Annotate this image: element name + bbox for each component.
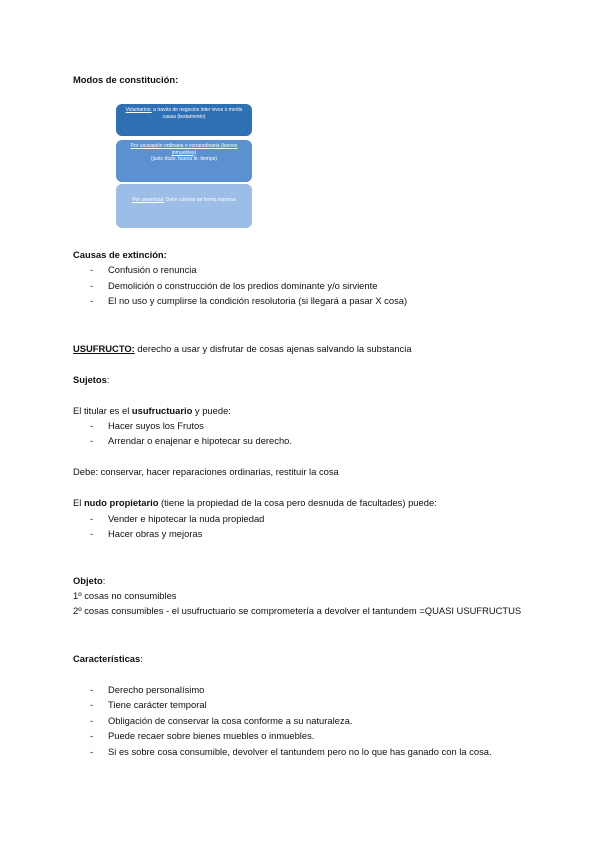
caracteristicas-title: Características xyxy=(73,653,141,664)
list-item: Hacer suyos los Frutos xyxy=(108,420,204,431)
diagram-box-text: a través de negocios inter vivos o mortis causa (testamento) xyxy=(153,107,243,120)
objeto-title: Objeto xyxy=(73,575,103,586)
list-item: Hacer obras y mejoras xyxy=(108,528,203,539)
sujetos-heading xyxy=(73,374,109,386)
list-item: Si es sobre cosa consumible, devolver el tantundem pero no lo que has ganado con la cosa. xyxy=(108,746,492,757)
nudo-bold: nudo propietario xyxy=(83,497,159,508)
usufructo-definition xyxy=(73,343,412,355)
heading-colon: : xyxy=(140,653,143,664)
usufructo-def-text: derecho a usar y disfrutar de cosas ajenas salvando la substancia xyxy=(134,343,412,354)
bullet-dash: - xyxy=(90,715,94,726)
bullet-dash: - xyxy=(90,420,94,431)
usufructo-term: USUFRUCTO: xyxy=(73,343,135,354)
titular-bold: usufructuario xyxy=(131,405,193,416)
diagram-box-usucapion xyxy=(116,140,252,182)
heading-colon: : xyxy=(106,374,110,385)
list-item: Derecho personalísimo xyxy=(108,684,205,695)
objeto-line-1: 1º cosas no consumibles xyxy=(73,590,177,601)
causas-heading: Causas de extinción: xyxy=(73,249,167,260)
nudo-line xyxy=(73,497,437,509)
diagram-box-heading: Por sentencia: xyxy=(132,197,165,203)
bullet-dash: - xyxy=(90,746,94,757)
list-item: Arrendar o enajenar e hipotecar su derecho. xyxy=(108,435,292,446)
bullet-dash: - xyxy=(90,435,94,446)
diagram-box-heading: Por usucapión ordinaria o extraordinaria (bienes inmuebles) xyxy=(130,143,238,156)
list-item: Vender e hipotecar la nuda propiedad xyxy=(108,513,265,524)
nudo-pre: El xyxy=(73,497,84,508)
modos-heading: Modos de constitución: xyxy=(73,74,179,85)
objeto-heading xyxy=(73,575,105,587)
list-item: Demolición o construcción de los predios dominante y/o sirviente xyxy=(108,280,378,291)
list-item: Obligación de conservar la cosa conforme a su naturaleza. xyxy=(108,715,353,726)
titular-post: y puede: xyxy=(192,405,231,416)
heading-colon: : xyxy=(102,575,106,586)
diagram-box-text: Debe constar de forma expresa xyxy=(165,197,236,203)
bullet-dash: - xyxy=(90,684,94,695)
bullet-dash: - xyxy=(90,264,94,275)
list-item: Tiene carácter temporal xyxy=(108,699,207,710)
bullet-dash: - xyxy=(90,513,94,524)
diagram-box-text: (justo título, buena fe, tiempo) xyxy=(150,156,218,162)
list-item: Confusión o renuncia xyxy=(108,264,197,275)
diagram-box-voluntarios xyxy=(116,104,252,136)
diagram-box-sentencia xyxy=(116,184,252,228)
list-item: El no uso y cumplirse la condición resolutoria (si llegará a pasar X cosa) xyxy=(108,295,408,306)
bullet-dash: - xyxy=(90,295,94,306)
debe-line: Debe: conservar, hacer reparaciones ordinarias, restituir la cosa xyxy=(73,466,339,477)
bullet-dash: - xyxy=(90,730,94,741)
nudo-post: (tiene la propiedad de la cosa pero desnuda de facultades) puede: xyxy=(158,497,437,508)
bullet-dash: - xyxy=(90,699,94,710)
caracteristicas-heading xyxy=(73,653,143,665)
sujetos-title: Sujetos xyxy=(73,374,107,385)
diagram-box-heading: Voluntarios: xyxy=(125,107,152,113)
titular-line xyxy=(73,405,231,417)
list-item: Puede recaer sobre bienes muebles o inmuebles. xyxy=(108,730,315,741)
bullet-dash: - xyxy=(90,528,94,539)
titular-pre: El titular es el xyxy=(73,405,132,416)
objeto-line-2: 2º cosas consumibles - el usufructuario se comprometería a devolver el tantundem =QUASI USUFRUCTUS xyxy=(73,605,522,616)
bullet-dash: - xyxy=(90,280,94,291)
